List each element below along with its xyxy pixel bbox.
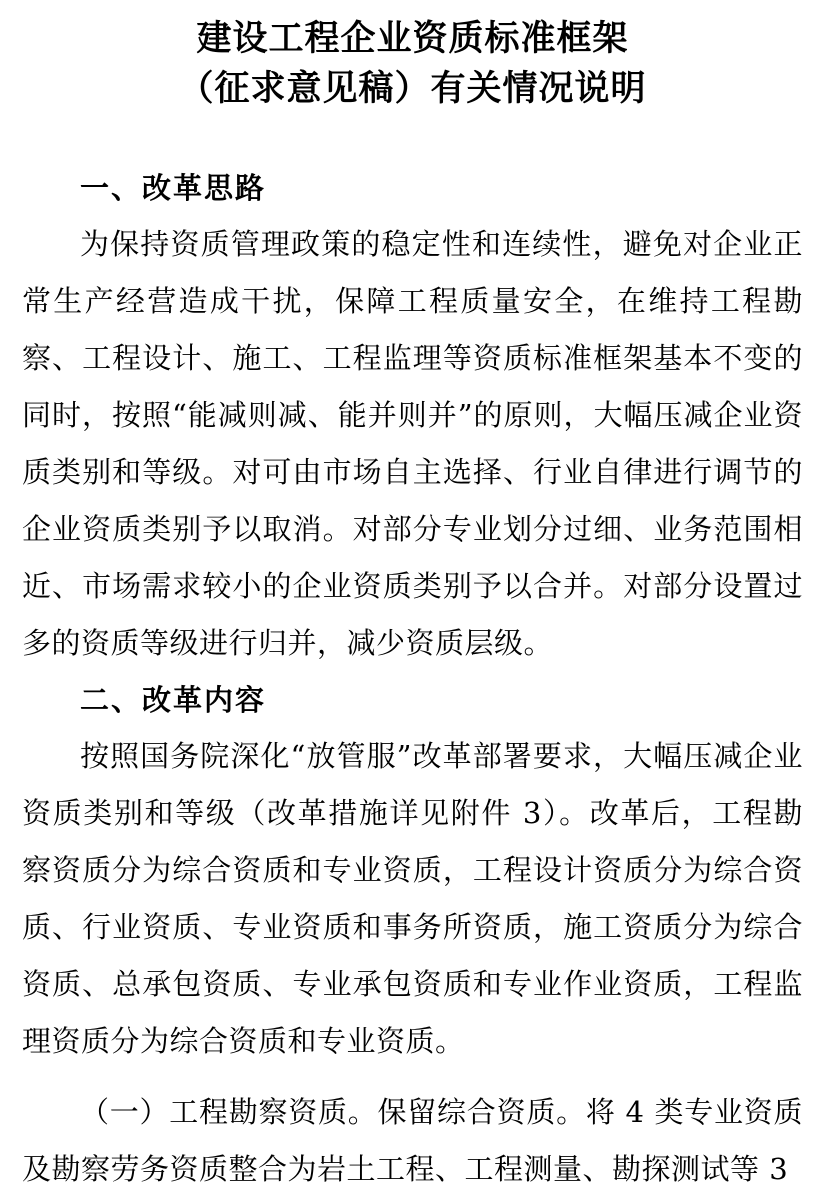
- page-title: [22, 14, 803, 114]
- title-line-2: （征求意见稿）有关情况说明: [178, 68, 647, 109]
- paragraph-reform-content: 按照国务院深化“放管服”改革部署要求，大幅压减企业资质类别和等级（改革措施详见附件 3）。改革后，工程勘察资质分为综合资质和专业资质，工程设计资质分为综合资质、行业资质、专业资质和事务所资质，施工资质分为综合资质、总承包资质、专业承包资质和专业作业资质，工程监理资质分为综合资质和专业资质。: [22, 739, 803, 1058]
- paragraph-survey-qualification: （一）工程勘察资质。保留综合资质。将 4 类专业资质及勘察劳务资质整合为岩土工程、工程测量、勘探测试等 3: [22, 1095, 803, 1186]
- title-line-1: 建设工程企业资质标准框架: [196, 18, 629, 59]
- paragraph-spacer: [22, 1070, 803, 1084]
- section-heading-reform-content: 二、改革内容: [80, 683, 267, 717]
- section-heading-reform-approach: 一、改革思路: [80, 171, 267, 205]
- title-spacer: [22, 114, 803, 160]
- paragraph-reform-approach: 为保持资质管理政策的稳定性和连续性，避免对企业正常生产经营造成干扰，保障工程质量安全，在维持工程勘察、工程设计、施工、工程监理等资质标准框架基本不变的同时，按照“能减则减、能并则并”的原则，大幅压减企业资质类别和等级。对可由市场自主选择、行业自律进行调节的企业资质类别予以取消。对部分专业划分过细、业务范围相近、市场需求较小的企业资质类别予以合并。对部分设置过多的资质等级进行归并，减少资质层级。: [22, 227, 803, 660]
